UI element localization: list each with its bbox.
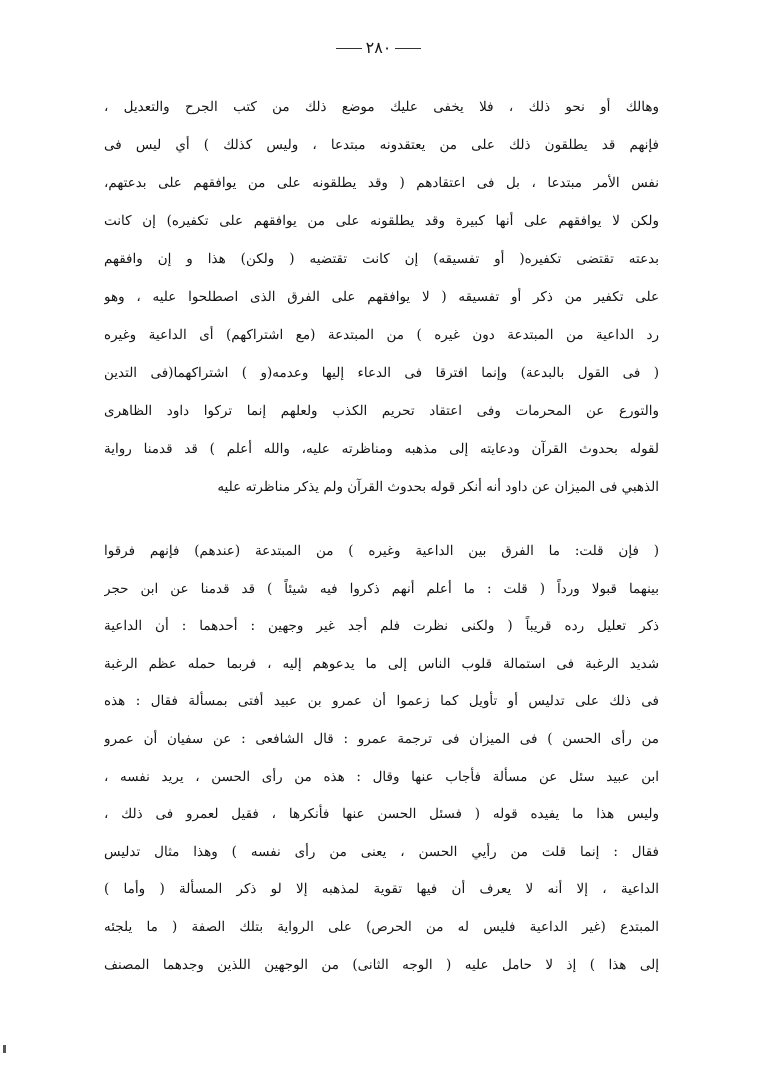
text-line: نفس الأمر مبتدعا ، بل فى اعتقادهم ( وقد يطلقونه على من يوافقهم على بدعتهم، — [104, 175, 659, 191]
text-line: ذكر تعليل رده قريباً ( ولكنى نظرت فلم أجد غير وجهين : أحدهما : أن الداعية — [104, 618, 659, 635]
text-line: المبتدع (غير الداعية فليس له من الحرص) على الرواية بتلك الصفة ( ما يلجئه — [104, 918, 659, 935]
paragraph-1 — [104, 88, 659, 506]
text-line: شديد الرغبة فى استمالة قلوب الناس إلى ما يدعوهم إليه ، فربما حمله عظم الرغبة — [104, 655, 659, 672]
text-line: بينهما قبولا ورداً ( قلت : ما أعلم أنهم ذكروا فيه شيئاً ) قد قدمنا عن ابن حجر — [104, 580, 659, 597]
text-line: فقال : إنما قلت من رأيي الحسن ، يعنى من رأى نفسه ) وهذا مثال تدليس — [104, 843, 659, 860]
text-line: على تكفير من ذكر أو تفسيقه ( لا يوافقهم على الفرق الذى اصطلحوا عليه ، وهو — [104, 289, 659, 305]
paragraph-2 — [104, 533, 659, 984]
text-line: لقوله بحدوث القرآن ودعايته إلى مذهبه ومناظرته عليه، والله أعلم ) قد قدمنا رواية — [104, 441, 659, 457]
scan-edge-mark — [3, 1045, 6, 1053]
page-number-header — [0, 38, 757, 57]
text-line: وليس هذا ما يفيده قوله ( فسئل الحسن عنها فأنكرها ، فقيل لعمرو فى ذلك ، — [104, 806, 659, 823]
header-dash-right — [395, 48, 421, 49]
text-line: إلى هذا ) إذ لا حامل عليه ( الوجه الثانى) من الوجهين اللذين وجدهما المصنف — [104, 956, 659, 973]
text-line: والتورع عن المحرمات وفى اعتقاد تحريم الكذب ولعلهم إنما تركوا داود الظاهرى — [104, 403, 659, 419]
page-number: ٢٨٠ — [365, 38, 392, 57]
text-line: ( فإن قلت: ما الفرق بين الداعية وغيره ) من المبتدعة (عندهم) فإنهم فرقوا — [104, 543, 659, 559]
text-line: بدعته تقتضى تكفيره( أو تفسيقه) إن كانت تقتضيه ( ولكن) هذا و إن وافقهم — [104, 251, 659, 267]
text-line: ولكن لا يوافقهم على أنها كبيرة وقد يطلقونه على من يوافقهم على تكفيره) إن كانت — [104, 213, 659, 229]
header-dash-left — [336, 48, 362, 49]
text-line: وهالك أو نحو ذلك ، فلا يخفى عليك موضع ذلك من كتب الجرح والتعديل ، — [104, 99, 659, 115]
text-line: من رأى الحسن ) فى الميزان فى ترجمة عمرو : قال الشافعى : عن سفيان أن عمرو — [104, 730, 659, 747]
text-line: فإنهم قد يطلقون ذلك على من يعتقدونه مبتدعا ، وليس كذلك ) أي ليس فى — [104, 137, 659, 153]
text-line: ابن عبيد سئل عن مسألة فأجاب عنها وقال : هذه من رأى الحسن ، يريد نفسه ، — [104, 768, 659, 785]
text-line: الداعية ، إلا أنه لا يعرف أن فيها تقوية لمذهبه إلا لو ذكر المسألة ( وأما ) — [104, 881, 659, 898]
text-line: الذهبي فى الميزان عن داود أنه أنكر قوله بحدوث القرآن ولم يذكر مناظرته عليه — [217, 479, 659, 495]
text-line: ( فى القول بالبدعة) وإنما افترقا فى الدعاء إليها وعدمه(و ) اشتراكهما(فى التدين — [104, 365, 659, 381]
text-line: رد الداعية من المبتدعة دون غيره ) من المبتدعة (مع اشتراكهم) أى الداعية وغيره — [104, 327, 659, 343]
text-line: فى ذلك على تدليس أو تأويل كما زعموا أن عمرو بن عبيد أفتى بمسألة فقال : هذه — [104, 693, 659, 710]
